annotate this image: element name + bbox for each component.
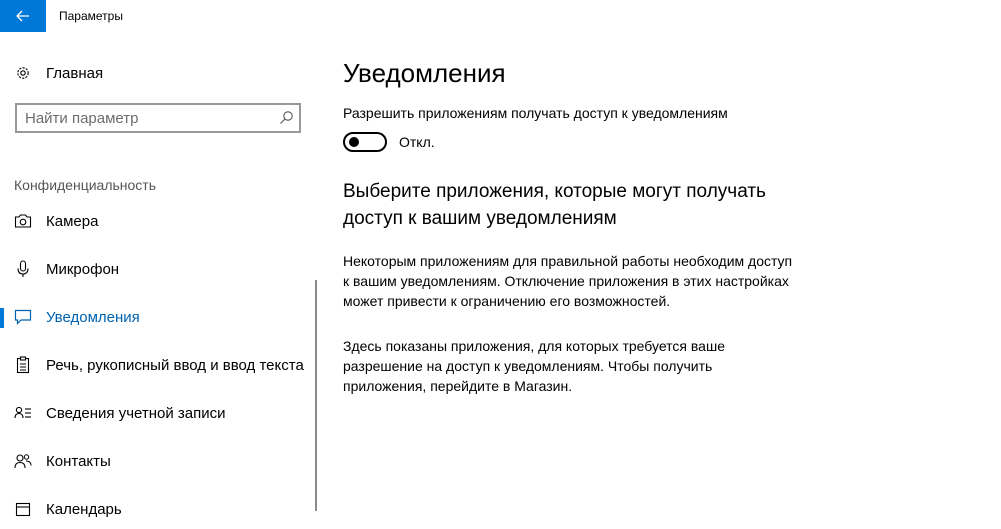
store-info-paragraph: Здесь показаны приложения, для которых требуется ваше разрешение на доступ к уведомлениям. Чтобы получить приложения, перейдите в Магазин.	[343, 338, 725, 394]
sidebar-item-microphone[interactable]	[0, 249, 316, 289]
clipboard-icon	[14, 356, 32, 374]
gear-icon	[14, 64, 32, 82]
sidebar-item-label: Сведения учетной записи	[46, 404, 226, 422]
sidebar-item-label: Камера	[46, 212, 99, 230]
sidebar	[0, 32, 320, 518]
camera-icon	[14, 212, 32, 230]
sidebar-item-account-info[interactable]	[0, 393, 316, 433]
back-arrow-icon	[16, 10, 30, 22]
sidebar-item-calendar[interactable]	[0, 489, 316, 529]
back-button[interactable]	[0, 0, 46, 32]
toggle-state-label: Откл.	[399, 134, 435, 150]
account-info-icon	[14, 404, 32, 422]
active-indicator	[0, 308, 4, 328]
notification-icon	[14, 308, 32, 326]
search-input[interactable]	[25, 109, 265, 127]
app-title: Параметры	[59, 9, 123, 23]
microphone-icon	[14, 260, 32, 278]
sidebar-item-label: Главная	[46, 64, 104, 82]
sidebar-item-speech[interactable]	[0, 345, 316, 385]
notifications-access-toggle[interactable]	[343, 132, 387, 152]
toggle-knob	[349, 137, 359, 147]
sidebar-item-label: Контакты	[46, 452, 111, 470]
section-title: Конфиденциальность	[14, 177, 157, 193]
page-title: Уведомления	[343, 58, 506, 88]
description-paragraph: Некоторым приложениям для правильной работы необходим доступ к вашим уведомлениям. Отключение приложения в этих настройках может привести к ограничению его возможностей.	[343, 253, 793, 309]
sidebar-item-camera[interactable]	[0, 201, 316, 241]
sidebar-item-contacts[interactable]	[0, 441, 316, 481]
calendar-icon	[14, 500, 32, 518]
sidebar-item-label: Календарь	[46, 500, 122, 518]
sidebar-scrollbar[interactable]	[315, 280, 317, 511]
sidebar-item-home[interactable]	[0, 53, 316, 93]
sidebar-item-label: Речь, рукописный ввод и ввод текста	[46, 356, 304, 374]
sidebar-item-label: Уведомления	[46, 308, 140, 326]
apps-subheading: Выберите приложения, которые могут получать доступ к вашим уведомлениям	[343, 181, 766, 229]
title-bar	[0, 0, 1001, 32]
sidebar-item-label: Микрофон	[46, 260, 120, 278]
allow-access-label: Разрешить приложениям получать доступ к уведомлениям	[343, 105, 728, 121]
search-icon[interactable]	[278, 110, 294, 126]
sidebar-item-notifications[interactable]	[0, 297, 316, 337]
contacts-icon	[14, 452, 32, 470]
search-field[interactable]	[15, 103, 301, 133]
